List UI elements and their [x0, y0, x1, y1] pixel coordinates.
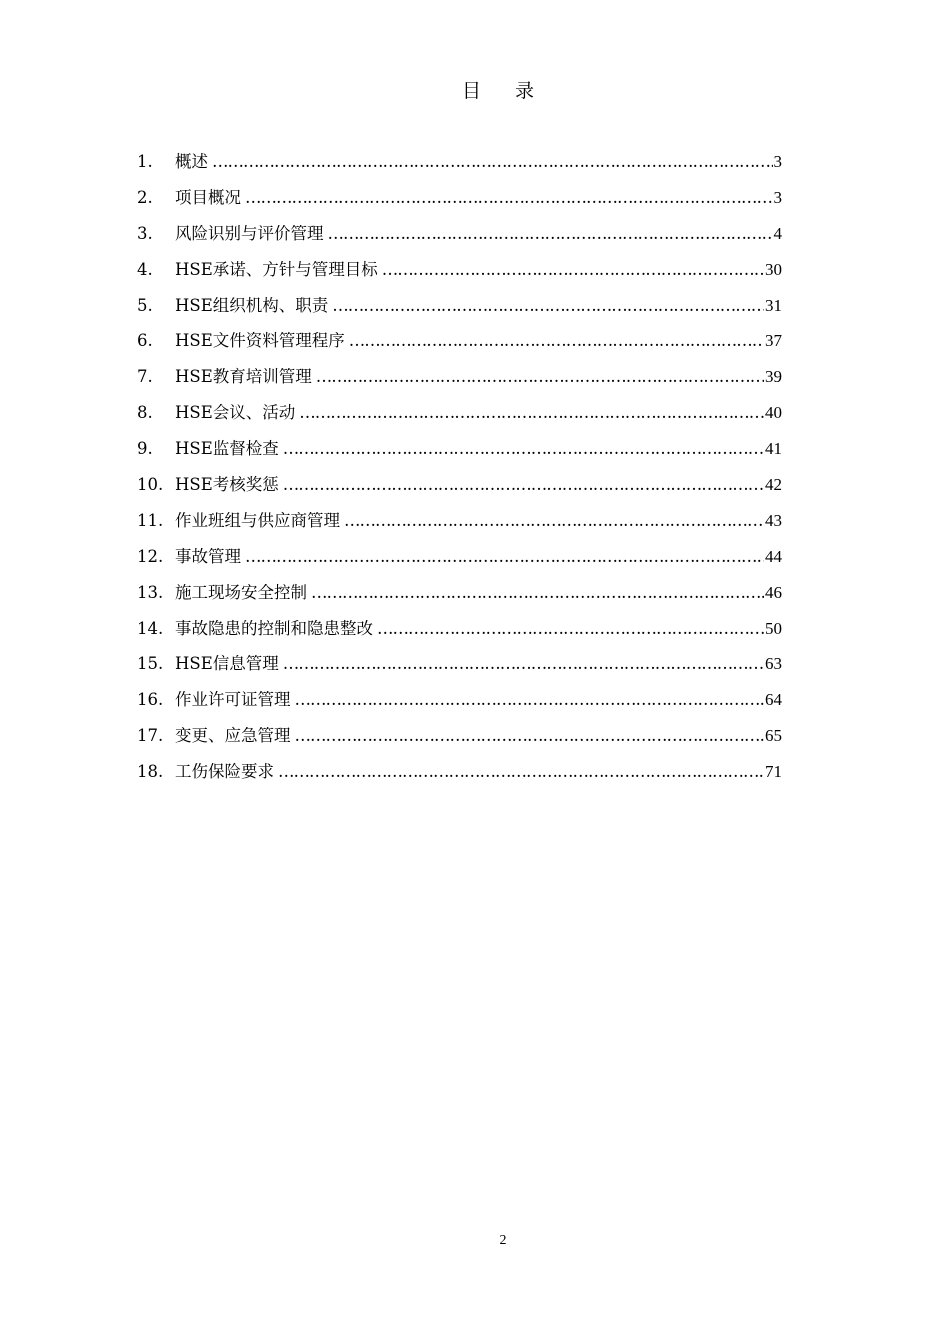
- toc-entry-title: HSE组织机构、职责: [175, 295, 329, 315]
- toc-entry-number: 13.: [137, 582, 164, 602]
- toc-entry-number: 8.: [137, 403, 153, 423]
- toc-entry-page: 64: [765, 690, 782, 710]
- toc-entry[interactable]: [137, 294, 782, 330]
- toc-entry-number: 9.: [137, 439, 153, 459]
- toc-entry-page: 41: [765, 439, 782, 459]
- toc-dot-leader: [311, 581, 764, 605]
- toc-dot-leader: [382, 258, 764, 282]
- toc-entry-number: 12.: [137, 546, 164, 566]
- toc-dot-leader: [212, 150, 773, 174]
- toc-entry-page: 40: [765, 403, 782, 423]
- toc-dot-leader: [245, 186, 773, 210]
- toc-dot-leader: [328, 222, 773, 246]
- toc-entry[interactable]: [137, 473, 782, 509]
- toc-entry[interactable]: [137, 365, 782, 401]
- toc-dot-leader: [283, 652, 764, 676]
- toc-entry[interactable]: [137, 329, 782, 365]
- toc-entry-title: HSE会议、活动: [175, 403, 296, 423]
- toc-entry-number: 11.: [137, 510, 164, 530]
- toc-entry-number: 2.: [137, 187, 153, 207]
- toc-entry-page: 44: [765, 546, 782, 566]
- toc-entry-title: 施工现场安全控制: [175, 582, 307, 602]
- toc-entry-number: 17.: [137, 726, 164, 746]
- toc-entry-title: 工伤保险要求: [175, 762, 274, 782]
- toc-entry-number: 1.: [137, 152, 153, 171]
- toc-dot-leader: [299, 401, 764, 425]
- toc-entry-title: 事故隐患的控制和隐患整改: [175, 618, 373, 638]
- page-number: 2: [499, 1233, 507, 1248]
- toc-entry-number: 4.: [137, 259, 153, 279]
- toc-entry-page: 63: [765, 654, 782, 674]
- toc-entry-number: 16.: [137, 690, 164, 710]
- toc-entry[interactable]: [137, 688, 782, 724]
- toc-entry-title: 项目概况: [175, 187, 241, 207]
- toc-entry-page: 71: [765, 762, 782, 782]
- toc-entry-title: 作业班组与供应商管理: [175, 510, 340, 530]
- toc-entry[interactable]: [137, 652, 782, 688]
- toc-entry-title: 事故管理: [175, 546, 241, 566]
- toc-entry-page: 4: [773, 223, 782, 243]
- toc-entry-number: 14.: [137, 618, 164, 638]
- toc-entry[interactable]: [137, 150, 782, 186]
- toc-entry-number: 5.: [137, 295, 153, 315]
- toc-dot-leader: [283, 437, 764, 461]
- toc-entry[interactable]: [137, 545, 782, 581]
- toc-entry-page: 30: [765, 259, 782, 279]
- toc-entry-page: 31: [765, 295, 782, 315]
- toc-dot-leader: [295, 724, 765, 748]
- toc-entry-number: 3.: [137, 223, 153, 243]
- toc-dot-leader: [295, 688, 765, 712]
- toc-entry-title: HSE承诺、方针与管理目标: [175, 259, 378, 279]
- page-title: 目 录: [461, 80, 549, 102]
- toc-entry-number: 18.: [137, 762, 164, 782]
- toc-entry-page: 3: [773, 187, 782, 207]
- toc-dot-leader: [344, 509, 764, 533]
- toc-entry[interactable]: [137, 760, 782, 796]
- table-of-contents: [137, 150, 782, 796]
- toc-dot-leader: [278, 760, 764, 784]
- toc-entry[interactable]: [137, 258, 782, 294]
- toc-entry[interactable]: [137, 617, 782, 653]
- toc-entry-number: 6.: [137, 331, 153, 351]
- toc-entry-title: HSE文件资料管理程序: [175, 331, 345, 351]
- toc-entry-page: 3: [773, 152, 782, 171]
- toc-entry[interactable]: [137, 724, 782, 760]
- toc-entry-page: 46: [765, 582, 782, 602]
- toc-entry-page: 37: [765, 331, 782, 351]
- toc-dot-leader: [349, 329, 764, 353]
- toc-entry[interactable]: [137, 222, 782, 258]
- toc-entry-title: 风险识别与评价管理: [175, 223, 324, 243]
- toc-entry-title: HSE考核奖惩: [175, 475, 279, 495]
- toc-dot-leader: [316, 365, 764, 389]
- toc-entry-number: 15.: [137, 654, 164, 674]
- toc-entry[interactable]: [137, 186, 782, 222]
- toc-entry-page: 42: [765, 475, 782, 495]
- toc-dot-leader: [377, 617, 764, 641]
- toc-entry-title: HSE监督检查: [175, 439, 279, 459]
- toc-entry[interactable]: [137, 581, 782, 617]
- toc-entry-title: HSE信息管理: [175, 654, 279, 674]
- toc-entry-title: HSE教育培训管理: [175, 367, 312, 387]
- toc-entry-page: 39: [765, 367, 782, 387]
- toc-entry-title: 变更、应急管理: [175, 726, 291, 746]
- toc-dot-leader: [245, 545, 764, 569]
- toc-entry[interactable]: [137, 509, 782, 545]
- toc-entry-title: 作业许可证管理: [175, 690, 291, 710]
- toc-entry[interactable]: [137, 401, 782, 437]
- toc-entry-number: 7.: [137, 367, 153, 387]
- toc-entry-page: 65: [765, 726, 782, 746]
- toc-dot-leader: [283, 473, 764, 497]
- toc-entry-page: 50: [765, 618, 782, 638]
- toc-entry-number: 10.: [137, 475, 164, 495]
- toc-dot-leader: [332, 294, 764, 318]
- toc-entry[interactable]: [137, 437, 782, 473]
- toc-entry-page: 43: [765, 510, 782, 530]
- toc-entry-title: 概述: [175, 152, 208, 171]
